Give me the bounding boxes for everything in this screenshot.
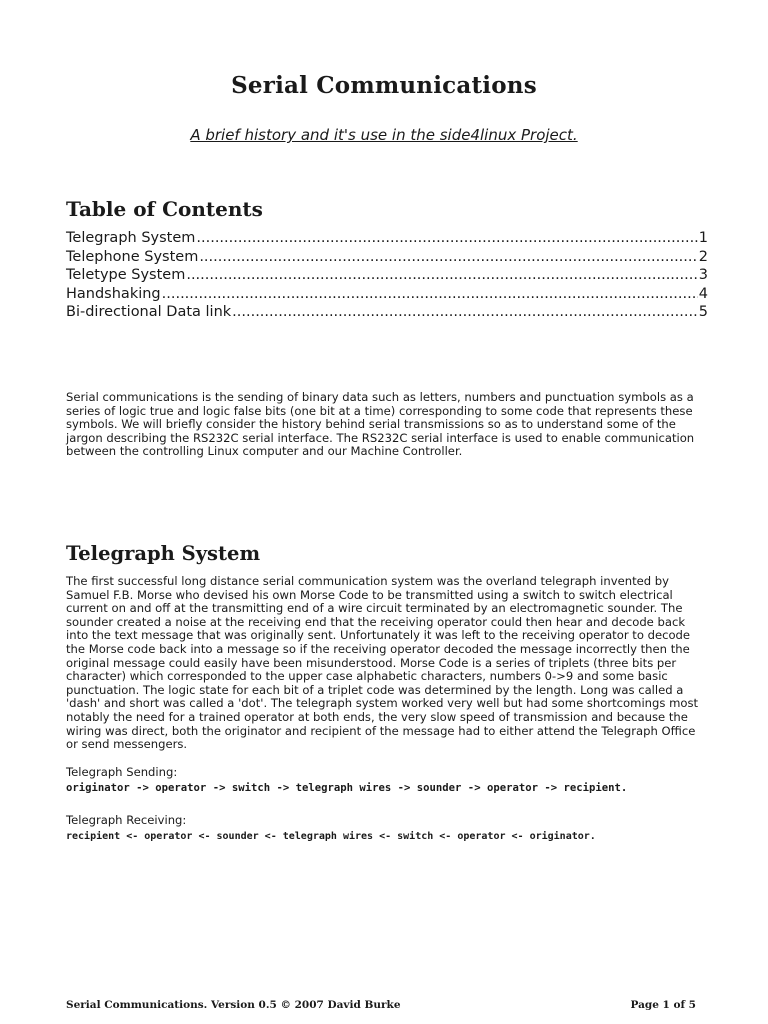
telegraph-heading: Telegraph System	[66, 542, 261, 565]
toc-entry-label: Telegraph System	[66, 230, 196, 246]
toc-entry-label: Teletype System	[66, 267, 186, 283]
toc-entry-label: Bi-directional Data link	[66, 304, 232, 320]
document-subtitle: A brief history and it's use in the side4linux Project.	[190, 126, 578, 144]
telegraph-sending-flow: originator -> operator -> switch -> telegraph wires -> sounder -> operator -> recipient.	[66, 782, 628, 794]
telegraph-receiving-label: Telegraph Receiving:	[66, 813, 187, 827]
document-title: Serial Communications	[231, 72, 537, 99]
toc-heading: Table of Contents	[66, 197, 263, 221]
toc-leader-dots	[232, 303, 698, 322]
footer-version: Serial Communications. Version 0.5 © 2007 David Burke	[66, 999, 401, 1011]
toc-entry-page: 1	[698, 230, 708, 246]
footer-page-number: Page 1 of 5	[630, 999, 696, 1011]
telegraph-body: The first successful long distance serial communication system was the overland telegraph invented by Samuel F.B. Morse who devised his own Morse Code to be transmitted using a switch to switch electrical current on and off at the transmitting end of a wire circuit terminated by an electromagnetic sounder. The sounder created a noise at the receiving end that the receiving operator could then hear and decode back into the text message that was originally sent. Unfortunately it was left to the receiving operator to decode the Morse code back into a message so if the receiving operator decoded the message incorrectly then the original message could easily have been misunderstood. Morse Code is a series of triplets (three bits per character) which corresponded to the upper case alphabetic characters, numbers 0->9 and some basic punctuation. The logic state for each bit of a triplet code was determined by the length. Long was called a 'dash' and short was called a 'dot'. The telegraph system worked very well but had some shortcomings most notably the need for a trained operator at both ends, the very slow speed of transmission and because the wiring was direct, both the originator and recipient of the message had to either attend the Telegraph Office or send messengers.	[66, 574, 699, 752]
toc-entry-page: 4	[698, 285, 708, 302]
toc-entry-page: 2	[698, 248, 708, 265]
toc-leader-dots	[199, 248, 697, 267]
toc-entry-teletype[interactable]	[66, 266, 708, 285]
telegraph-sending-label: Telegraph Sending:	[66, 765, 178, 779]
telegraph-receiving-flow: recipient <- operator <- sounder <- telegraph wires <- switch <- operator <- originator.	[66, 831, 596, 842]
toc-entry-page: 3	[698, 267, 708, 283]
toc-leader-dots	[162, 285, 698, 304]
toc-entry-page: 5	[698, 304, 708, 320]
toc-entry-label: Handshaking	[66, 285, 161, 302]
table-of-contents	[66, 229, 708, 322]
toc-entry-bidirectional[interactable]	[66, 303, 708, 322]
toc-entry-telephone[interactable]	[66, 248, 708, 267]
toc-leader-dots	[186, 266, 697, 285]
toc-entry-handshaking[interactable]	[66, 285, 708, 304]
toc-entry-label: Telephone System	[66, 248, 199, 265]
intro-paragraph: Serial communications is the sending of binary data such as letters, numbers and punctuation symbols as a series of logic true and logic false bits (one bit at a time) corresponding to some code that represents these symbols. We will briefly consider the history behind serial transmissions so as to understand some of the jargon describing the RS232C serial interface. The RS232C serial interface is used to enable communication between the controlling Linux computer and our Machine Controller.	[66, 390, 695, 459]
toc-leader-dots	[196, 229, 697, 248]
toc-entry-telegraph[interactable]	[66, 229, 708, 248]
